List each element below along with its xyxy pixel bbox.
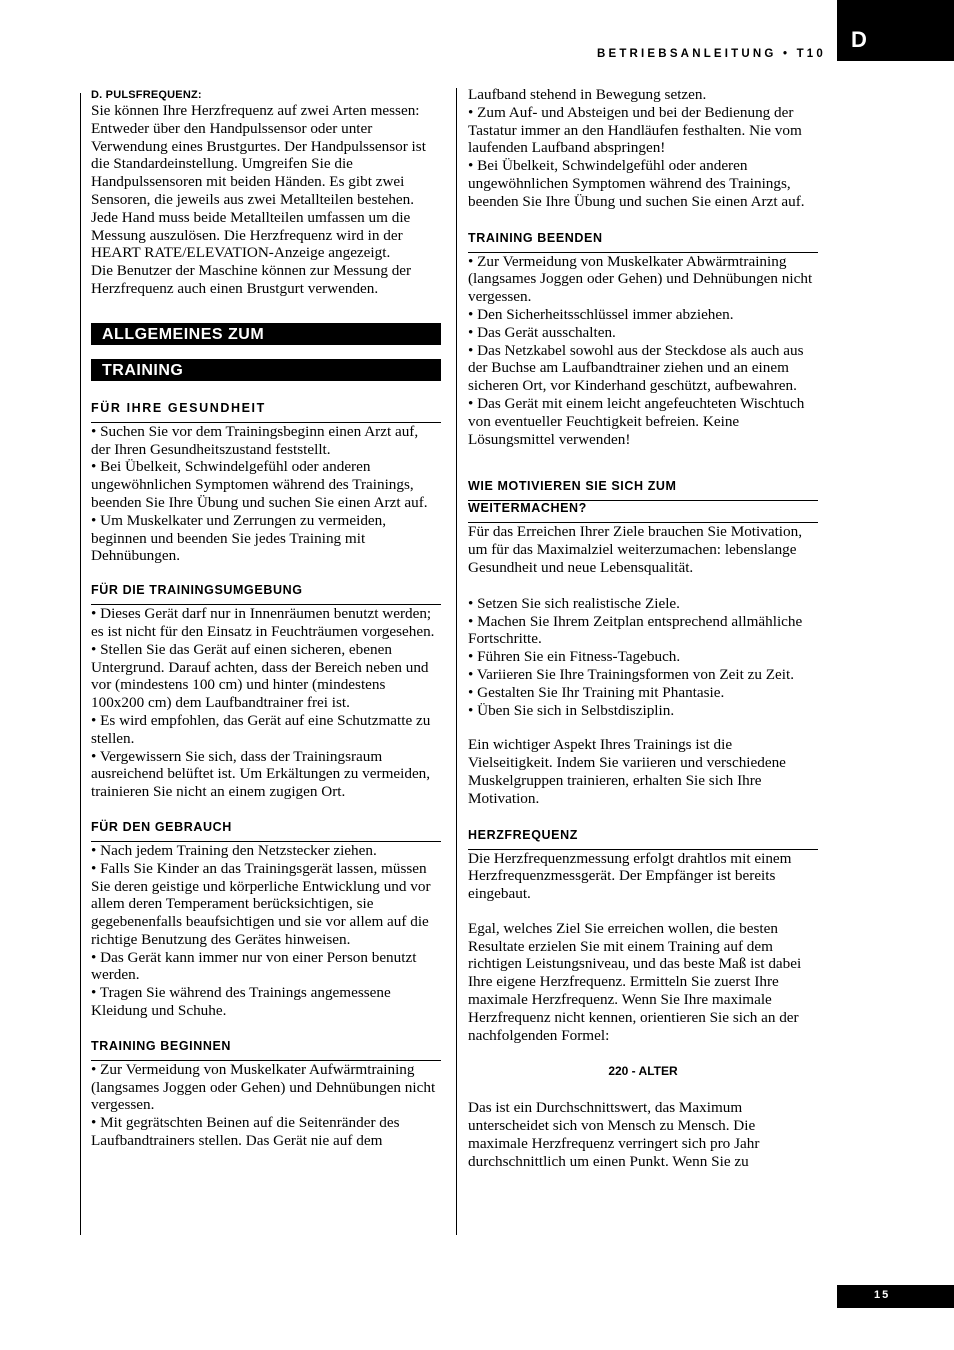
training-end-item: • Zur Vermeidung von Muskelkater Abwärmtraining (langsames Joggen oder Gehen) und Dehnübungen nicht vergessen. <box>468 252 813 306</box>
motivation-item: • Üben Sie sich in Selbstdisziplin. <box>468 701 675 719</box>
manual-header-title: BETRIEBSANLEITUNG • T10 <box>596 48 826 60</box>
health-item: • Um Muskelkater und Zerrungen zu vermeiden, beginnen und beenden Sie jedes Training mit Dehnübungen. <box>91 511 387 565</box>
continued-item: • Zum Auf- und Absteigen und bei der Bedienung der Tastatur immer an den Handläufen festhalten. Nie vom laufenden Laufband abspringen! <box>468 103 802 157</box>
heart-rate-paragraph: Die Herzfrequenzmessung erfolgt drahtlos mit einem Herzfrequenzmessgerät. Der Empfänger ist bereits eingebaut. <box>468 849 792 903</box>
page-number: 15 <box>874 1289 891 1301</box>
motivation-item: • Variieren Sie Ihre Trainingsformen von Zeit zu Zeit. <box>468 665 795 683</box>
use-item: • Falls Sie Kinder an das Trainingsgerät lassen, müssen Sie deren geistige und körperliche Entwicklung und vor allem deren Temperament berücksichtigen, sie gegebenenfalls beaufsichtigen und sie vor allem auf die richtige Benutzung des Gerätes hinweisen. <box>91 859 431 948</box>
continued-item: • Bei Übelkeit, Schwindelgefühl oder anderen ungewöhnlichen Symptomen während des Trainings, beenden Sie Ihre Übung und suchen Sie einen Arzt auf. <box>468 157 805 210</box>
health-heading: FÜR IHRE GESUNDHEIT <box>91 401 441 423</box>
left-margin-rule <box>80 93 81 1235</box>
environment-item: • Dieses Gerät darf nur in Innenräumen benutzt werden; es ist nicht für den Einsatz in Feuchträumen vorgesehen. <box>91 605 435 640</box>
training-start-item: • Mit gegrätschten Beinen auf die Seitenränder des Laufbandtrainers stellen. Das Gerät nie auf dem <box>91 1114 400 1150</box>
heart-rate-paragraph: Das ist ein Durchschnittswert, das Maximum unterscheidet sich von Mensch zu Mensch. Die maximale Herzfrequenz verringert sich pro Jahr durchschnittlich um einen Punkt. Wenn Sie zu <box>468 1099 760 1170</box>
training-end-item: • Das Gerät ausschalten. <box>468 323 616 341</box>
training-start-item: • Zur Vermeidung von Muskelkater Aufwärmtraining (langsames Joggen oder Gehen) und Dehnübungen nicht vergessen. <box>91 1060 436 1114</box>
environment-heading: FÜR DIE TRAININGSUMGEBUNG <box>91 583 441 605</box>
motivation-item: • Führen Sie ein Fitness-Tagebuch. <box>468 648 681 666</box>
page-number-box <box>837 1285 954 1308</box>
motivation-item: • Setzen Sie sich realistische Ziele. <box>468 594 680 612</box>
training-end-item: • Das Gerät mit einem leicht angefeuchteten Wischtuch von eventueller Feuchtigkeit befreien. Keine Lösungsmittel verwenden! <box>468 394 805 448</box>
section-bar-general: ALLGEMEINES ZUM <box>91 323 441 345</box>
health-item: • Suchen Sie vor dem Trainingsbeginn einen Arzt auf, der Ihren Gesundheitszustand feststellt. <box>91 422 419 458</box>
motivation-heading-line2: WEITERMACHEN? <box>468 501 818 523</box>
continued-item: Laufband stehend in Bewegung setzen. <box>468 86 707 103</box>
pulse-paragraph-2: Die Benutzer der Maschine können zur Messung der Herzfrequenz auch einen Brustgurt verwenden. <box>91 262 412 297</box>
use-item: • Tragen Sie während des Trainings angemessene Kleidung und Schuhe. <box>91 984 391 1020</box>
environment-item: • Vergewissern Sie sich, dass der Trainingsraum ausreichend belüftet ist. Um Erkältungen zu vermeiden, trainieren Sie nicht an einem zugigen Ort. <box>91 747 431 801</box>
heart-rate-paragraph: Egal, welches Ziel Sie erreichen wollen, die besten Resultate erzielen Sie mit einem Training auf dem richtigen Leistungsniveau, und das beste Maß ist dabei Ihre eigene Herzfrequenz. Ermitteln Sie zuerst Ihre maximale Herzfrequenz. Wenn Sie Ihre maximale Herzfrequenz nicht kennen, orientieren Sie sich an der nachfolgenden Formel: <box>468 919 802 1044</box>
training-end-item: • Den Sicherheitsschlüssel immer abziehen. <box>468 305 734 323</box>
right-column <box>468 86 818 1171</box>
motivation-item: • Gestalten Sie Ihr Training mit Phantasie. <box>468 683 725 701</box>
use-item: • Das Gerät kann immer nur von einer Person benutzt werden. <box>91 948 417 984</box>
column-divider <box>456 88 457 1235</box>
use-item: • Nach jedem Training den Netzstecker ziehen. <box>91 841 377 859</box>
training-end-heading: TRAINING BEENDEN <box>468 231 818 253</box>
training-end-item: • Das Netzkabel sowohl aus der Steckdose als auch aus der Buchse am Laufbandtrainer ziehen und an einem sicheren Ort, vor Kinderhand geschützt, aufbewahren. <box>468 341 804 395</box>
left-column <box>91 88 441 1150</box>
training-start-heading: TRAINING BEGINNEN <box>91 1039 441 1061</box>
health-item: • Bei Übelkeit, Schwindelgefühl oder anderen ungewöhnlichen Symptomen während des Trainings, beenden Sie Ihre Übung und suchen Sie einen Arzt auf. <box>91 458 428 511</box>
motivation-item: • Machen Sie Ihrem Zeitplan entsprechend allmähliche Fortschritte. <box>468 612 803 648</box>
motivation-intro: Für das Erreichen Ihrer Ziele brauchen Sie Motivation, um für das Maximalziel weiterzumachen: lebenslange Gesundheit und neue Lebensqualität. <box>468 523 803 576</box>
language-tab <box>837 0 954 61</box>
max-heart-rate-formula: 220 - ALTER <box>608 1064 678 1079</box>
environment-item: • Stellen Sie das Gerät auf einen sicheren, ebenen Untergrund. Darauf achten, dass der Bereich neben und vor (mindestens 100 cm) und hinter (mindestens 100x200 cm) dem Laufbandtrainer frei ist. <box>91 640 429 712</box>
use-heading: FÜR DEN GEBRAUCH <box>91 820 441 842</box>
section-bar-training: TRAINING <box>91 359 441 381</box>
motivation-outro: Ein wichtiger Aspekt Ihres Trainings ist die Vielseitigkeit. Indem Sie variieren und verschiedene Muskelgruppen trainieren, erhalten Sie sich Ihre Motivation. <box>468 736 786 807</box>
motivation-heading-line1: WIE MOTIVIEREN SIE SICH ZUM <box>468 479 818 501</box>
environment-item: • Es wird empfohlen, das Gerät auf eine Schutzmatte zu stellen. <box>91 711 431 747</box>
language-code: D <box>851 27 867 52</box>
heart-rate-heading: HERZFREQUENZ <box>468 828 818 850</box>
pulse-paragraph: Sie können Ihre Herzfrequenz auf zwei Arten messen: Entweder über den Handpulssensor oder unter Verwendung eines Brustgurtes. Der Handpulssensor ist die Standardeinstellung. Umgreifen Sie die Handpulssensoren mit beiden Händen. Es gibt zwei Sensoren, die jeweils aus zwei Metallteilen bestehen. Jede Hand muss beide Metallteilen umfassen um die Messung auszulösen. Die Herzfrequenz wird in der HEART RATE/ELEVATION-Anzeige angezeigt. <box>91 102 426 262</box>
pulse-heading: D. PULSFREQUENZ: <box>91 89 202 101</box>
